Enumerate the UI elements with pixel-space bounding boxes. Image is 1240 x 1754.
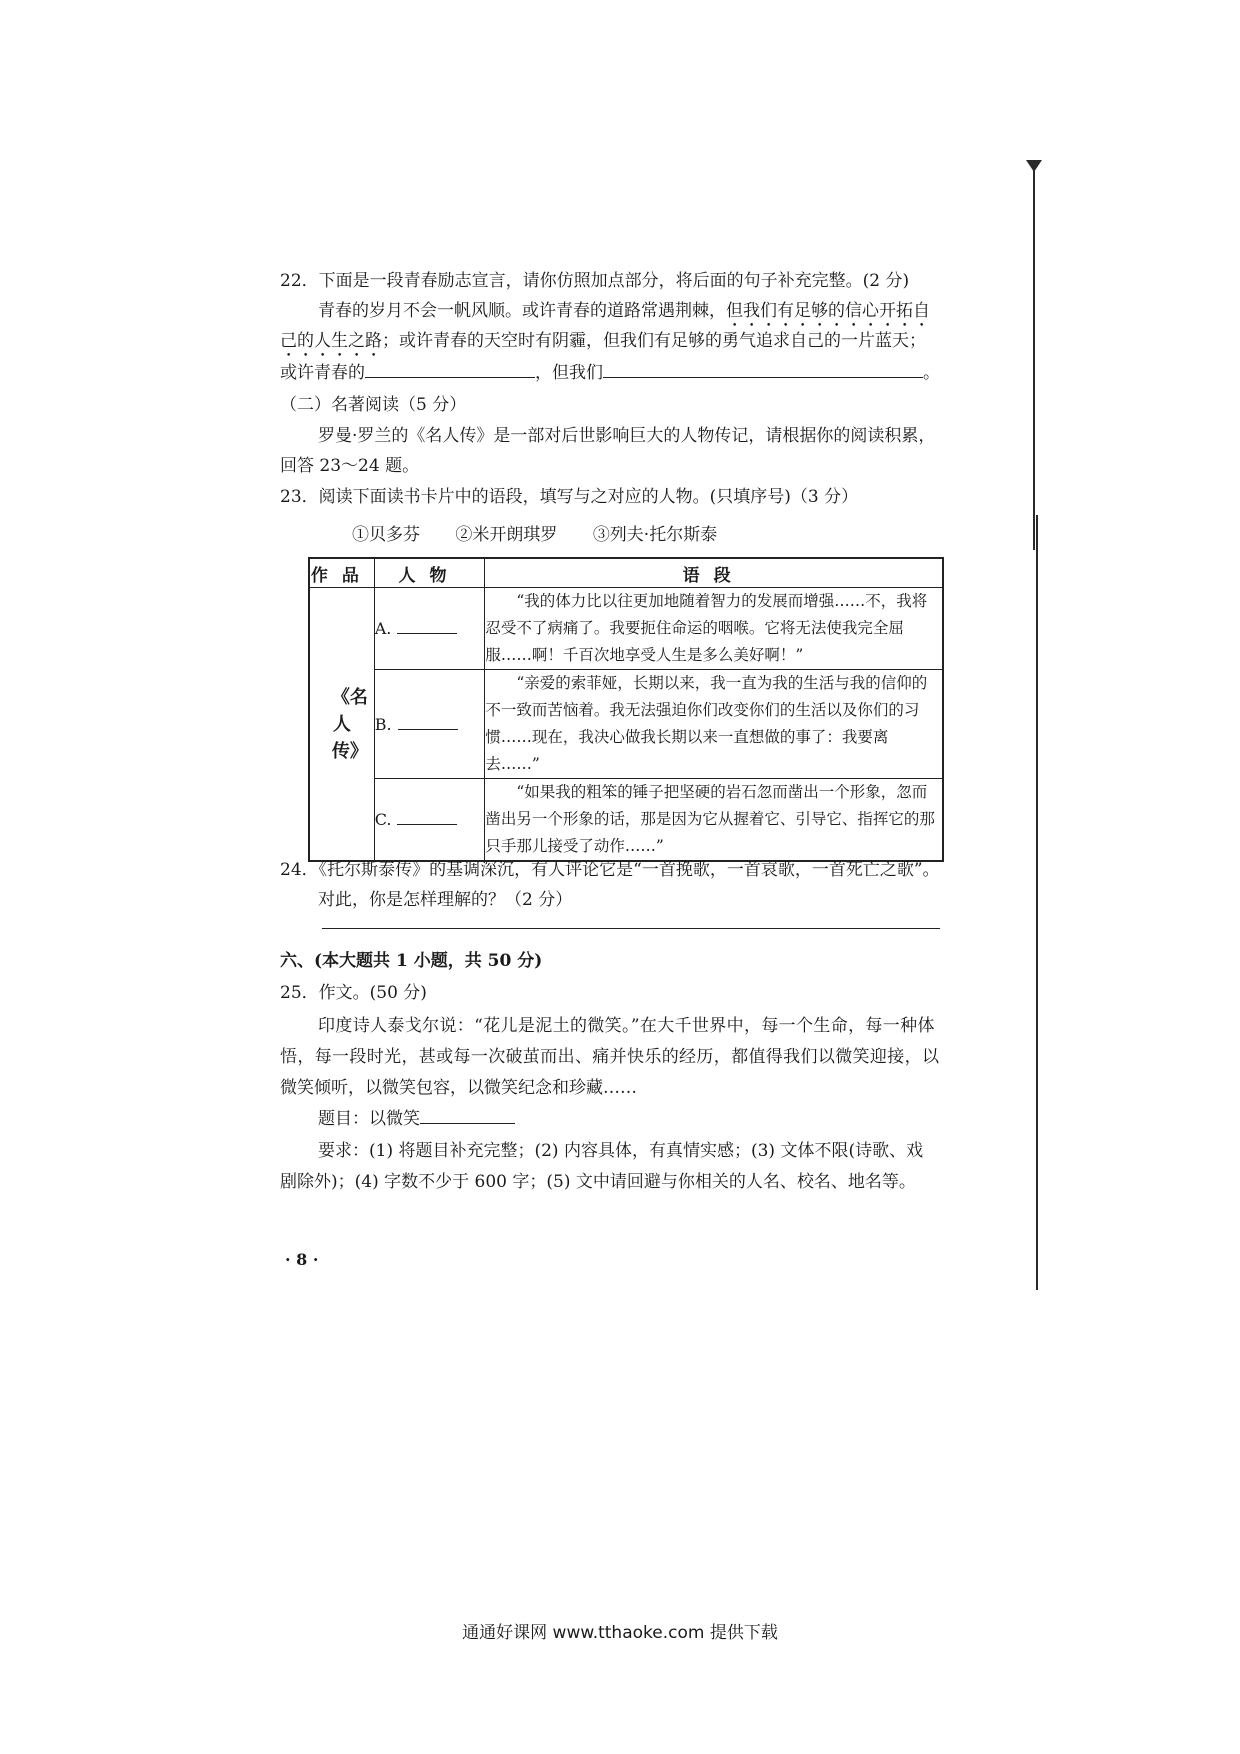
row-label: C. — [374, 810, 392, 829]
person-blank-c[interactable] — [397, 812, 457, 825]
q24-text-a: 24．《托尔斯泰传》的基调深沉，有人评论它是“一首挽歌，一首哀歌，一首死亡之歌”。 — [280, 860, 940, 880]
person-cell — [374, 670, 485, 779]
q22-blank-1[interactable] — [365, 361, 535, 378]
header-person: 人物 — [374, 558, 485, 588]
q25-para-b: 悟，每一段时光，甚或每一次破茧而出、痛并快乐的经历，都值得我们以微笑迎接，以 — [280, 1047, 940, 1067]
q24-answer-line[interactable] — [322, 928, 940, 929]
q22-text-e: 或许青春的 — [280, 363, 365, 383]
sec2-title: （二）名著阅读（5 分） — [280, 395, 467, 415]
q22-text-a: 青春的岁月不会一帆风顺。或许青春的道路常遇荆棘， — [318, 301, 726, 321]
table-header-row — [309, 558, 943, 588]
table-row — [309, 670, 943, 779]
q22-dotted-b: 己的人生之路； — [280, 331, 399, 351]
q25-req-a: 要求：(1) 将题目补充完整；(2) 内容具体，有真情实感；(3) 文体不限(诗歌、戏 — [318, 1141, 924, 1161]
q25-para-a: 印度诗人泰戈尔说：“花儿是泥土的微笑。”在大千世界中，每一个生命，每一种体 — [318, 1016, 935, 1036]
q22-text-f: ，但我们 — [535, 363, 603, 383]
person-blank-a[interactable] — [397, 621, 457, 634]
q22-text-d: 或许青春的天空时有阴霾，但我们有足够的勇气追求自己的一片蓝天； — [399, 331, 926, 351]
row-label: B. — [374, 714, 392, 734]
q25-title-text: 题目：以微笑 — [318, 1109, 420, 1129]
q25-req-b: 剧除外)；(4) 字数不少于 600 字；(5) 文中请回避与你相关的人名、校名、地名等。 — [280, 1172, 916, 1192]
q22-blank-2[interactable] — [603, 361, 923, 378]
q23-option-3: ③列夫·托尔斯泰 — [592, 525, 718, 545]
q23-option-2: ②米开朗琪罗 — [455, 525, 558, 545]
passage-cell: “我的体力比以往更加地随着智力的发展而增强……不，我将忍受不了病痛了。我要扼住命运的咽喉。它将无法使我完全屈服……啊！千百次地享受人生是多么美好啊！” — [485, 588, 943, 670]
sec6-title: 六、(本大题共 1 小题，共 50 分) — [280, 951, 543, 971]
person-blank-b[interactable] — [398, 717, 458, 730]
q22-dotted-a: 但我们有足够的信心开拓自 — [726, 301, 930, 321]
header-passage: 语段 — [485, 558, 943, 588]
binding-line-top — [1033, 165, 1035, 550]
passage-cell: “如果我的粗笨的锤子把坚硬的岩石忽而凿出一个形象，忽而凿出另一个形象的话，那是因为它从握着它、引导它、指挥它的那只手那儿接受了动作……” — [485, 779, 943, 862]
sec2-intro-b: 回答 23～24 题。 — [280, 456, 420, 476]
binding-marker — [1026, 160, 1042, 172]
page-number: · 8 · — [285, 1250, 319, 1269]
q24-text-b: 对此，你是怎样理解的？（2 分） — [318, 890, 573, 910]
q23-option-1: ①贝多芬 — [352, 525, 420, 545]
sec2-intro-a: 罗曼·罗兰的《名人传》是一部对后世影响巨大的人物传记，请根据你的阅读积累， — [318, 426, 936, 446]
q25-para-c: 微笑倾听，以微笑包容，以微笑纪念和珍藏…… — [280, 1078, 637, 1098]
header-work: 作品 — [309, 558, 374, 588]
work-title: 《名人传》 — [331, 686, 368, 762]
work-cell — [309, 588, 374, 862]
person-cell — [374, 588, 485, 670]
table-row — [309, 588, 943, 670]
table-row — [309, 779, 943, 862]
q25-title-line — [318, 1104, 515, 1134]
binding-line-bottom — [1036, 515, 1038, 1290]
person-cell — [374, 779, 485, 862]
q22-prompt: 22．下面是一段青春励志宣言，请你仿照加点部分，将后面的句子补充完整。(2 分) — [280, 271, 910, 291]
q25-prompt: 25．作文。(50 分) — [280, 983, 427, 1003]
q23-options — [352, 520, 717, 550]
reading-card-table — [308, 557, 944, 862]
q22-line-3 — [280, 358, 940, 388]
footer-credit: 通通好课网 www.tthaoke.com 提供下载 — [462, 1623, 778, 1643]
row-label: A. — [374, 619, 392, 638]
q23-prompt: 23．阅读下面读书卡片中的语段，填写与之对应的人物。(只填序号)（3 分） — [280, 487, 859, 507]
q25-title-blank[interactable] — [420, 1107, 515, 1124]
q22-text-g: 。 — [923, 363, 940, 383]
passage-cell: “亲爱的索菲娅，长期以来，我一直为我的生活与我的信仰的不一致而苦恼着。我无法强迫你们改变你们的生活以及你们的习惯……现在，我决心做我长期以来一直想做的事了：我要离去……” — [485, 670, 943, 779]
q22-line-2 — [280, 326, 926, 361]
